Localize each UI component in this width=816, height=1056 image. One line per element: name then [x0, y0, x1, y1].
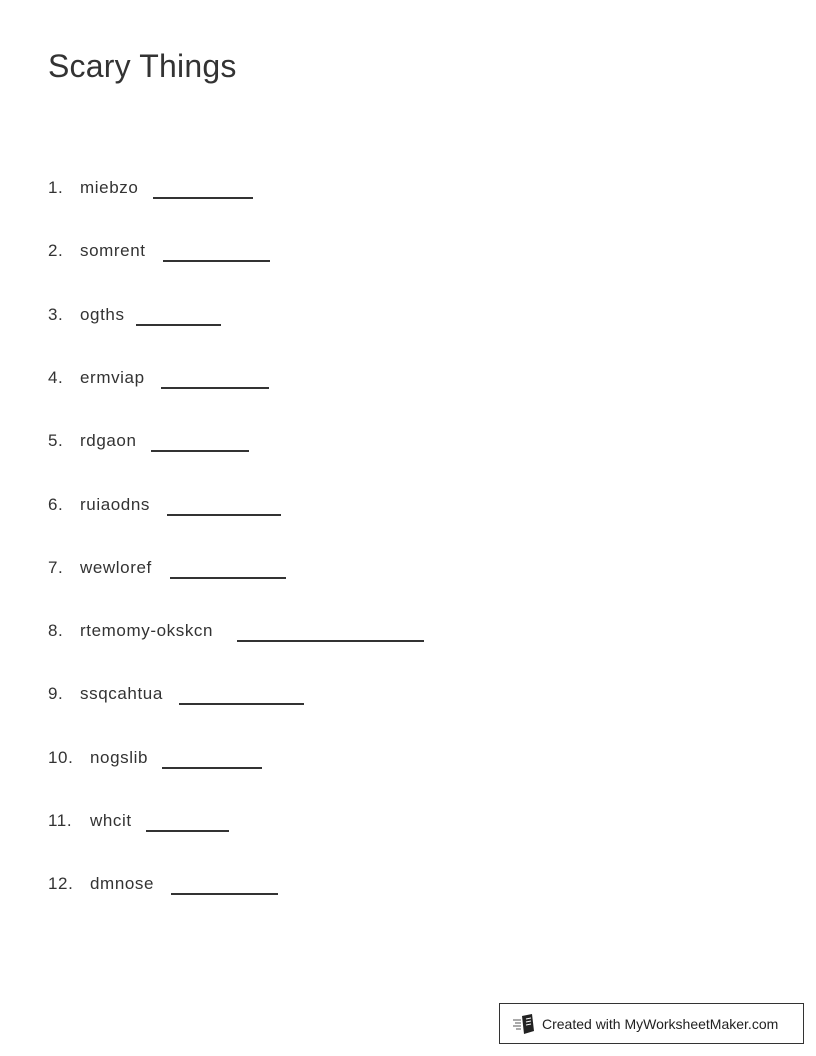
item-number: 6. — [48, 494, 64, 514]
answer-blank[interactable] — [162, 767, 262, 769]
answer-blank[interactable] — [167, 514, 281, 516]
footer-text: Created with MyWorksheetMaker.com — [542, 1015, 779, 1032]
item-number: 1. — [48, 178, 64, 197]
scrambled-word: wewloref — [80, 557, 152, 577]
scrambled-word: ermviap — [80, 367, 145, 387]
scrambled-word: whcit — [90, 811, 132, 830]
answer-blank[interactable] — [136, 324, 221, 326]
answer-blank[interactable] — [237, 640, 424, 642]
item-number: 4. — [48, 367, 64, 387]
scrambled-word: rdgaon — [80, 431, 137, 451]
item-number: 10. — [48, 747, 74, 767]
page-title: Scary Things — [48, 48, 237, 84]
worksheet-logo-icon — [512, 1013, 536, 1035]
scrambled-word: ogths — [80, 304, 125, 324]
answer-blank[interactable] — [153, 197, 253, 199]
answer-blank[interactable] — [170, 577, 286, 579]
answer-blank[interactable] — [151, 450, 249, 452]
answer-blank[interactable] — [171, 893, 278, 895]
item-number: 2. — [48, 241, 64, 261]
scrambled-word: miebzo — [80, 178, 139, 197]
answer-blank[interactable] — [161, 387, 269, 389]
item-number: 11. — [48, 811, 73, 830]
item-number: 9. — [48, 684, 64, 704]
item-number: 5. — [48, 431, 64, 451]
footer-badge — [499, 1003, 804, 1044]
scrambled-word: ssqcahtua — [80, 684, 163, 704]
item-number: 12. — [48, 874, 74, 894]
item-number: 7. — [48, 557, 64, 577]
scrambled-word: somrent — [80, 241, 146, 261]
answer-blank[interactable] — [179, 703, 304, 705]
scrambled-word: rtemomy-okskcn — [80, 621, 214, 641]
scrambled-word: nogslib — [90, 747, 149, 767]
item-number: 3. — [48, 304, 64, 324]
answer-blank[interactable] — [163, 260, 270, 262]
scrambled-word: dmnose — [90, 874, 155, 894]
answer-blank[interactable] — [146, 830, 229, 832]
scrambled-word: ruiaodns — [80, 494, 151, 514]
item-number: 8. — [48, 621, 64, 641]
